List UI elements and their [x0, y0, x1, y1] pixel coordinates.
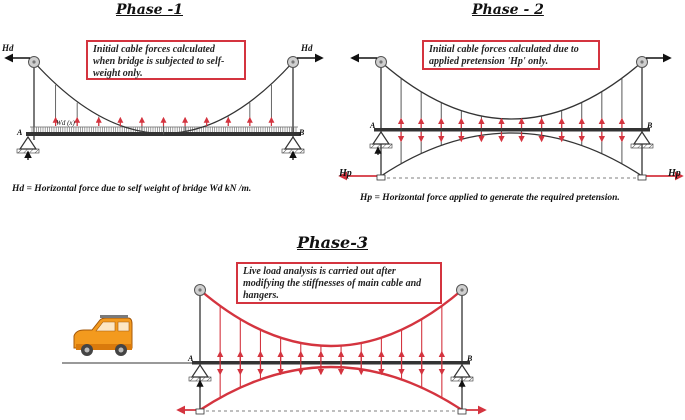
pulley-icon	[29, 57, 40, 68]
phase2-deck	[374, 128, 650, 132]
phase1-hd-right-label: Hd	[301, 43, 313, 53]
phase3-support-b-label: B	[467, 354, 473, 363]
phase2-hp-left-label: Hp	[339, 168, 352, 179]
phase2-main-cable	[381, 62, 642, 119]
phase1-support-b-label: B	[299, 128, 305, 137]
pulley-icon	[376, 57, 387, 68]
pin-support-icon	[451, 365, 473, 381]
car-icon	[74, 315, 132, 356]
phase2-hp-right-label: Hp	[668, 168, 681, 179]
pin-support-icon	[631, 132, 653, 148]
phase1-load-label: Wd (x)	[56, 119, 75, 127]
phase3-title: Phase-3	[297, 233, 368, 252]
pulley-icon	[637, 57, 648, 68]
phase2-pretension-cable	[381, 133, 642, 176]
pulley-icon	[457, 285, 468, 296]
phase3-deck	[192, 361, 470, 365]
phase1-note: Initial cable forces calculated when bridge is subjected to self-weight only.	[86, 40, 246, 80]
phase1-hd-left-label: Hd	[2, 43, 14, 53]
phase2-diagram	[340, 57, 682, 181]
pin-support-icon	[370, 132, 392, 148]
phase1-caption: Hd = Horizontal force due to self weight of bridge Wd kN /m.	[12, 184, 252, 194]
phase3-pretension-cable	[200, 367, 462, 410]
phase2-support-b-label: B	[647, 121, 653, 130]
phase1-support-a-label: A	[17, 128, 23, 137]
pulley-icon	[195, 285, 206, 296]
phase3-support-a-label: A	[188, 354, 194, 363]
pin-support-icon	[17, 137, 39, 153]
phase1-title: Phase -1	[116, 2, 183, 18]
pin-support-icon	[282, 137, 304, 153]
phase2-title: Phase - 2	[472, 2, 544, 18]
phase3-note: Live load analysis is carried out after modifying the stiffnesses of main cable and hangers.	[236, 262, 442, 304]
phase2-support-a-label: A	[370, 121, 376, 130]
phase2-note: Initial cable forces calculated due to applied pretension 'Hp' only.	[422, 40, 600, 70]
pulley-icon	[288, 57, 299, 68]
pin-support-icon	[189, 365, 211, 381]
phase2-caption: Hp = Horizontal force applied to generate the required pretension.	[360, 193, 620, 203]
